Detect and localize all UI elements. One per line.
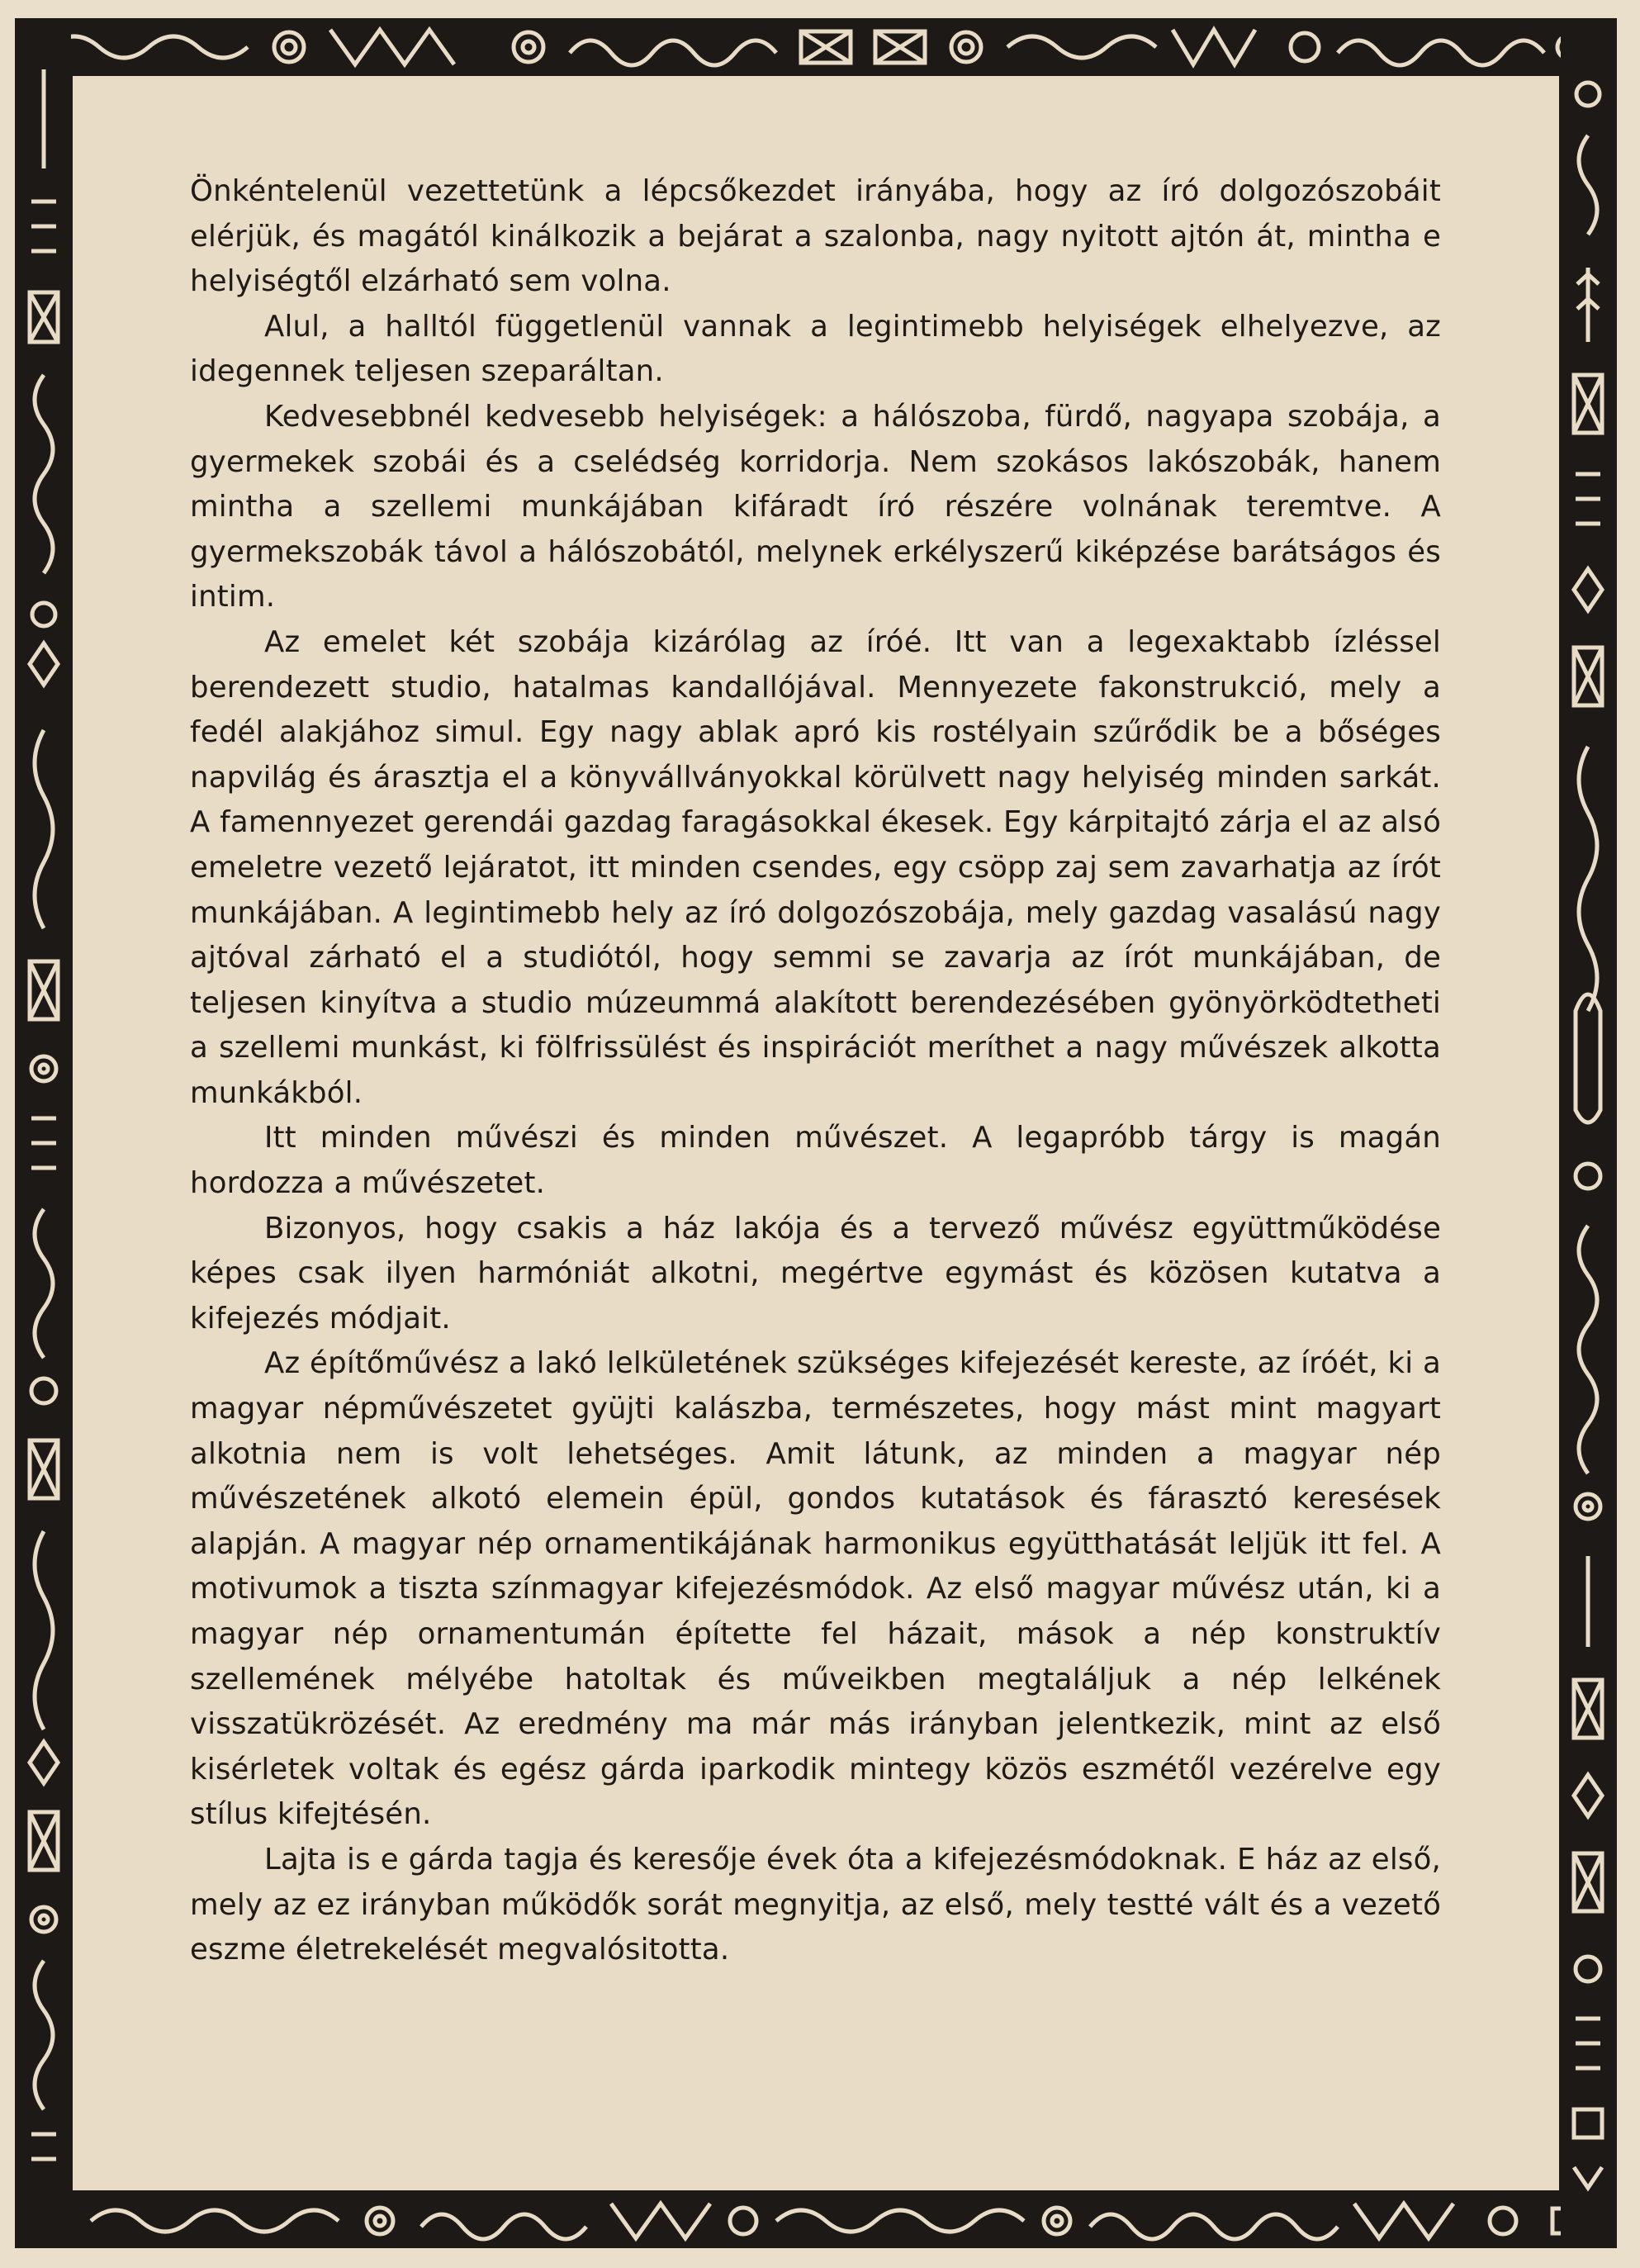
paragraph-2: Alul, a halltól függetlenül vannak a legintimebb helyiségek elhelyezve, az idegennek teljesen szeparáltan. <box>190 309 1441 389</box>
paragraph-3: Kedvesebbnél kedvesebb helyiségek: a hálószoba, fürdő, nagyapa szobája, a gyermekek szobái és a cselédség korridorja. Nem szokásos lakószobák, hanem mintha a szellemi munkájában kifáradt író részére volnának teremtve. A gyermekszobák távol a hálószobától, melynek erkélyszerű kiképzése barátságos és intim. <box>190 399 1441 614</box>
folk-ornament-border-icon <box>17 20 71 2248</box>
paragraph-6: Bizonyos, hogy csakis a ház lakója és a tervező művész együttműködése képes csak ilyen harmóniát alkotni, megértve egymást és közösen kutatva a kifejezés módjait. <box>190 1211 1441 1336</box>
body-text <box>190 169 1441 1973</box>
paragraph-5: Itt minden művészi és minden művészet. A legapróbb tárgy is magán hordozza a művészetet. <box>190 1121 1441 1201</box>
folk-ornament-border-icon <box>17 20 1615 74</box>
paragraph-8: Lajta is e gárda tagja és keresője évek óta a kifejezésmódoknak. E ház az első, mely az ez irányban működők sorát megnyitja, az első, mely testté vált és a vezető eszme életrekelését megvalósitotta. <box>190 1842 1441 1967</box>
paragraph-7: Az építőművész a lakó lelkületének szükséges kifejezését kereste, az íróét, ki a magyar népművészetet gyüjti kalászba, természetes, hogy mást mint magyart alkotnia nem is volt lehetséges. Amit látunk, az minden a magyar nép művészetének alkotó elemein épül, gondos kutatások és fárasztó keresések alapján. A magyar nép ornamentikájának harmonikus együtthatását leljük itt fel. A motivumok a tiszta színmagyar kifejezésmódok. Az első magyar művész után, ki a magyar nép ornamentumán építette fel házait, mások a nép konstruktív szellemének mélyébe hatoltak és műveikben megtaláljuk a nép lelkének visszatükrözését. Az eredmény ma már más irányban jelentkezik, mint az első kisérletek voltak és egész gárda iparkodik mintegy közös eszmétől vezérelve egy stílus kifejtésén. <box>190 1346 1441 1832</box>
folk-ornament-border-icon <box>17 2194 1615 2248</box>
folk-ornament-border-icon <box>1561 20 1615 2248</box>
paragraph-4: Az emelet két szobája kizárólag az íróé. Itt van a legexaktabb ízléssel berendezett studio, hatalmas kandallójával. Mennyezete fakonstrukció, mely a fedél alakjához simul. Egy nagy ablak apró kis rostélyain szűrődik be a bőséges napvilág és árasztja el a könyvállványokkal körülvett nagy helyiség minden sarkát. A famennyezet gerendái gazdag faragásokkal ékesek. Egy kárpitajtó zárja el az alsó emeletre vezető lejáratot, itt minden csendes, egy csöpp zaj sem zavarhatja az írót munkájában. A legintimebb hely az író dolgozószobája, mely gazdag vasalású nagy ajtóval zárható el a studiótól, hogy semmi se zavarja az írót munkájában, de teljesen kinyítva a studio múzeummá alakított berendezésében gyönyörködtetheti a szellemi munkást, ki fölfrissülést és inspirációt meríthet a nagy művészek alkotta munkákból. <box>190 624 1441 1110</box>
paragraph-1: Önkéntelenül vezettetünk a lépcsőkezdet irányába, hogy az író dolgozószobáit elérjük, és magától kinálkozik a bejárat a szalonba, nagy nyitott ajtón át, mintha e helyiségtől elzárható sem volna. <box>190 174 1441 299</box>
